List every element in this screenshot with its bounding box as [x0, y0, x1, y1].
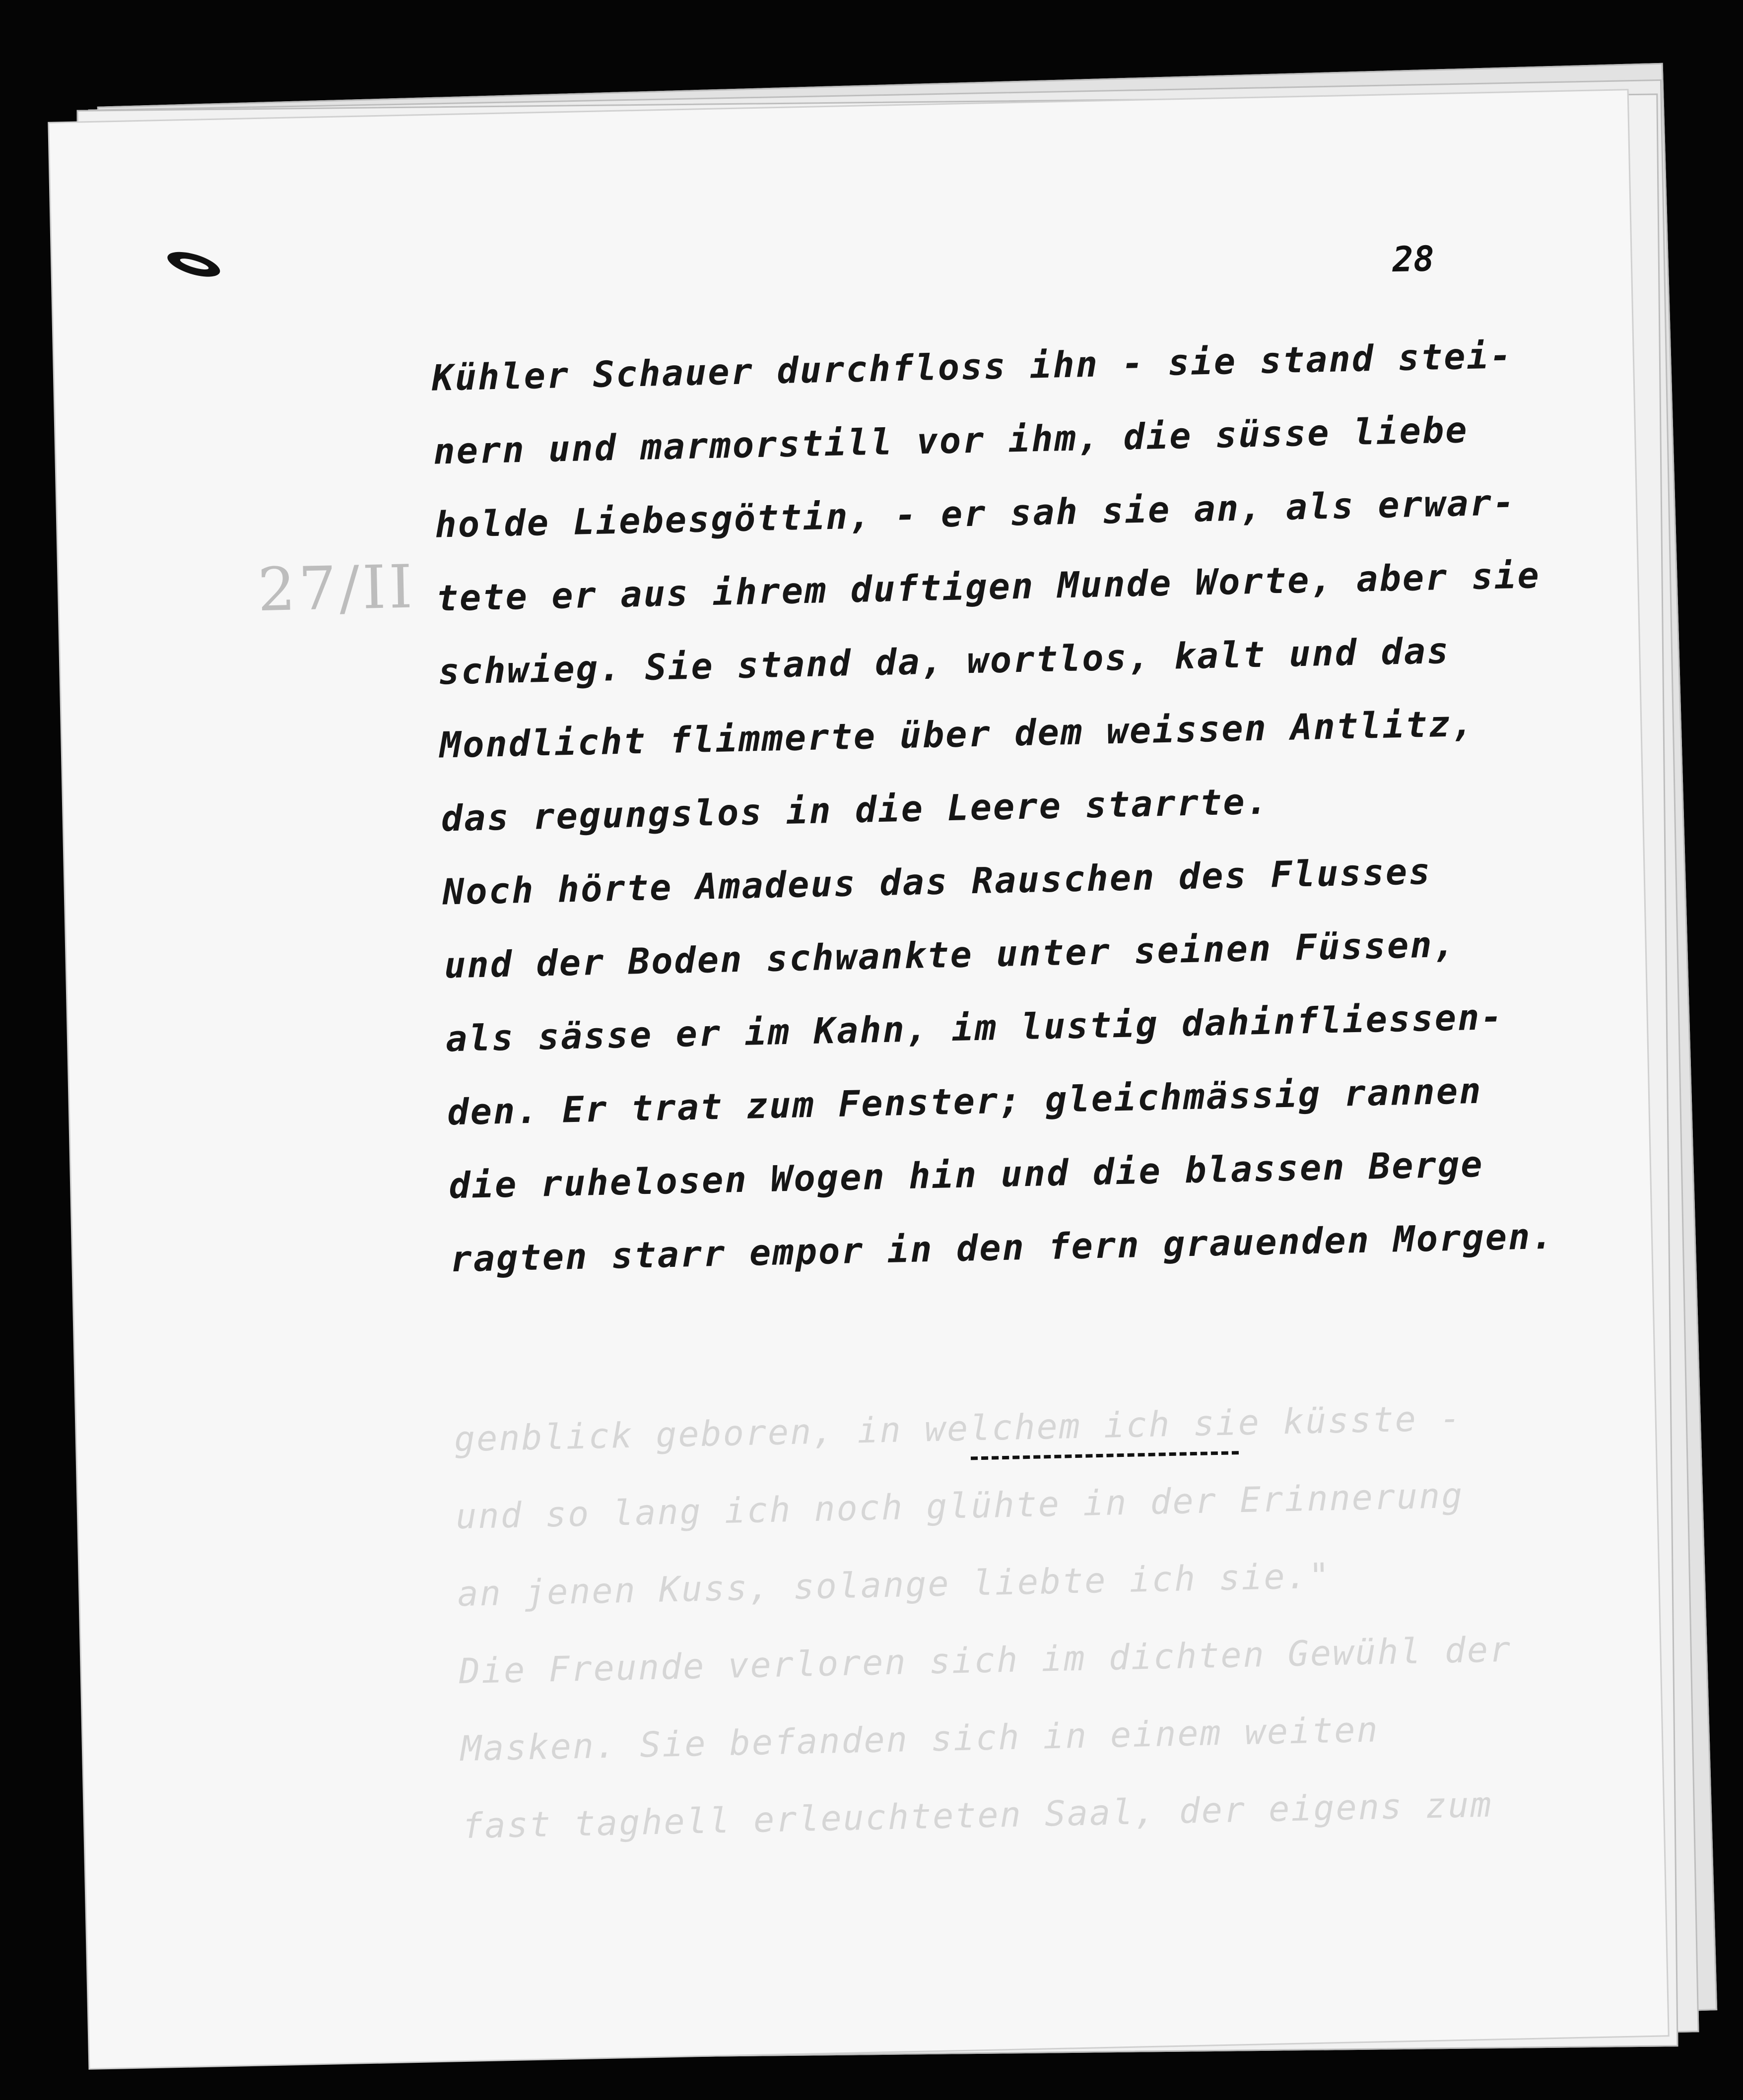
show-through-line: Masken. Sie befanden sich in einem weiten — [460, 1709, 1380, 1770]
text-line: als sässe er im Kahn, im lustig dahinfliessen- — [445, 995, 1504, 1060]
text-line: Noch hörte Amadeus das Rauschen des Flusses — [442, 850, 1432, 913]
show-through-line: genblick geboren, in welchem ich sie küsste - — [454, 1397, 1463, 1460]
typed-text-body — [431, 317, 1622, 1296]
page-number: 28 — [1392, 238, 1435, 280]
pencil-annotation: 27/II — [257, 552, 416, 625]
show-through-line: an jenen Kuss, solange liebte ich sie." — [457, 1555, 1332, 1615]
show-through-line: fast taghell erleuchteten Saal, der eigens zum — [462, 1784, 1493, 1847]
text-line: und der Boden schwankte unter seinen Füssen, — [444, 923, 1457, 986]
text-line: Mondlicht flimmerte über dem weissen Antlitz, — [439, 702, 1475, 766]
show-through-text — [453, 1376, 1654, 1865]
text-line: das regungslos in die Leere starrte. — [440, 780, 1270, 840]
text-line: den. Er trat zum Fenster; gleichmässig rannen — [447, 1069, 1483, 1133]
text-line: tete er aus ihrem duftigen Munde Worte, aber sie — [436, 554, 1541, 619]
show-through-line: Die Freunde verloren sich im dichten Gewühl der — [458, 1629, 1512, 1692]
text-line: Kühler Schauer durchfloss ihn - sie stand stei- — [431, 334, 1513, 399]
text-line: holde Liebesgöttin, - er sah sie an, als erwar- — [434, 481, 1517, 546]
paperclip-hole-mark — [165, 247, 223, 282]
text-line: schwieg. Sie stand da, wortlos, kalt und das — [437, 629, 1451, 693]
show-through-line: und so lang ich noch glühte in der Erinnerung — [455, 1475, 1465, 1537]
text-line: die ruhelosen Wogen hin und die blassen Berge — [448, 1143, 1484, 1207]
text-line: nern und marmorstill vor ihm, die süsse liebe — [433, 408, 1469, 472]
text-line: ragten starr empor in den fern grauenden Morgen. — [450, 1215, 1555, 1280]
document-page — [49, 90, 1668, 2068]
